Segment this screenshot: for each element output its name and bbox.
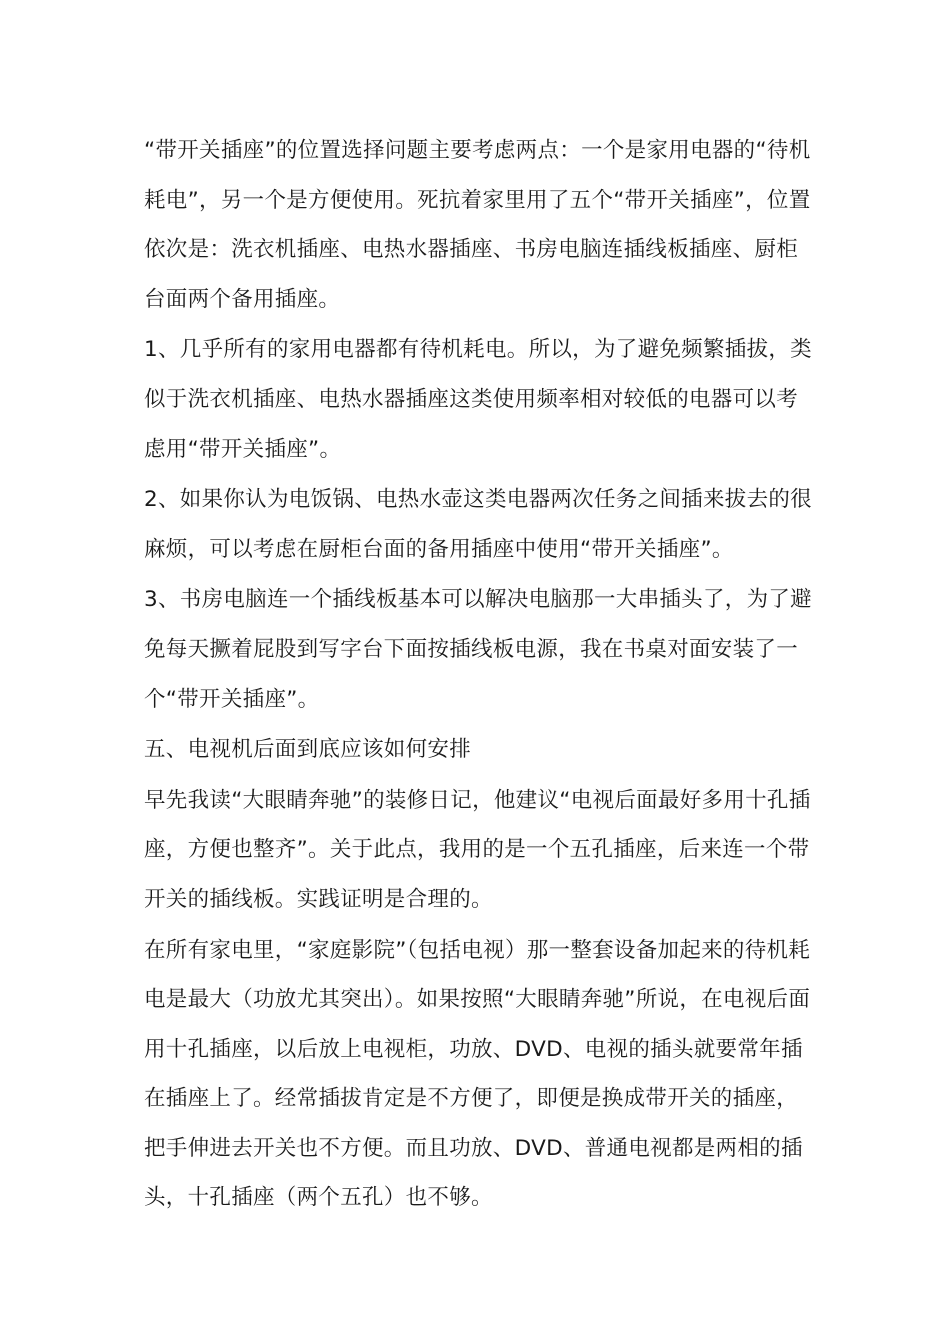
document-body [144,126,814,1224]
paragraph-point-3: 3、书房电脑连一个插线板基本可以解决电脑那一大串插头了，为了避免每天撅着屁股到写字台下面按插线板电源，我在书桌对面安装了一个“带开关插座”。 [144,587,812,712]
paragraph-tv-diary: 早先我读“大眼睛奔驰”的装修日记，他建议“电视后面最好多用十孔插座，方便也整齐”。关于此点，我用的是一个五孔插座，后来连一个带开关的插线板。实践证明是合理的。 [144,787,811,912]
section-heading-tv: 五、电视机后面到底应该如何安排 [144,737,472,763]
paragraph-switch-socket-intro: “带开关插座”的位置选择问题主要考虑两点：一个是家用电器的“待机耗电”，另一个是方便使用。死抗着家里用了五个“带开关插座”，位置依次是：洗衣机插座、电热水器插座、书房电脑连插线板插座、厨柜台面两个备用插座。 [144,138,811,312]
paragraph-point-2: 2、如果你认为电饭锅、电热水壶这类电器两次任务之间插来拔去的很麻烦，可以考虑在厨柜台面的备用插座中使用“带开关插座”。 [144,487,812,562]
paragraph-point-1: 1、几乎所有的家用电器都有待机耗电。所以，为了避免频繁插拔，类似于洗衣机插座、电热水器插座这类使用频率相对较低的电器可以考虑用“带开关插座”。 [144,337,812,462]
paragraph-home-theater: 在所有家电里，“家庭影院”（包括电视）那一整套设备加起来的待机耗电是最大（功放尤其突出）。如果按照“大眼睛奔驰”所说，在电视后面用十孔插座，以后放上电视柜，功放、DVD、电视的插头就要常年插在插座上了。经常插拔肯定是不方便了，即便是换成带开关的插座，把手伸进去开关也不方便。而且功放、DVD、普通电视都是两相的插头，十孔插座（两个五孔）也不够。 [144,937,811,1211]
